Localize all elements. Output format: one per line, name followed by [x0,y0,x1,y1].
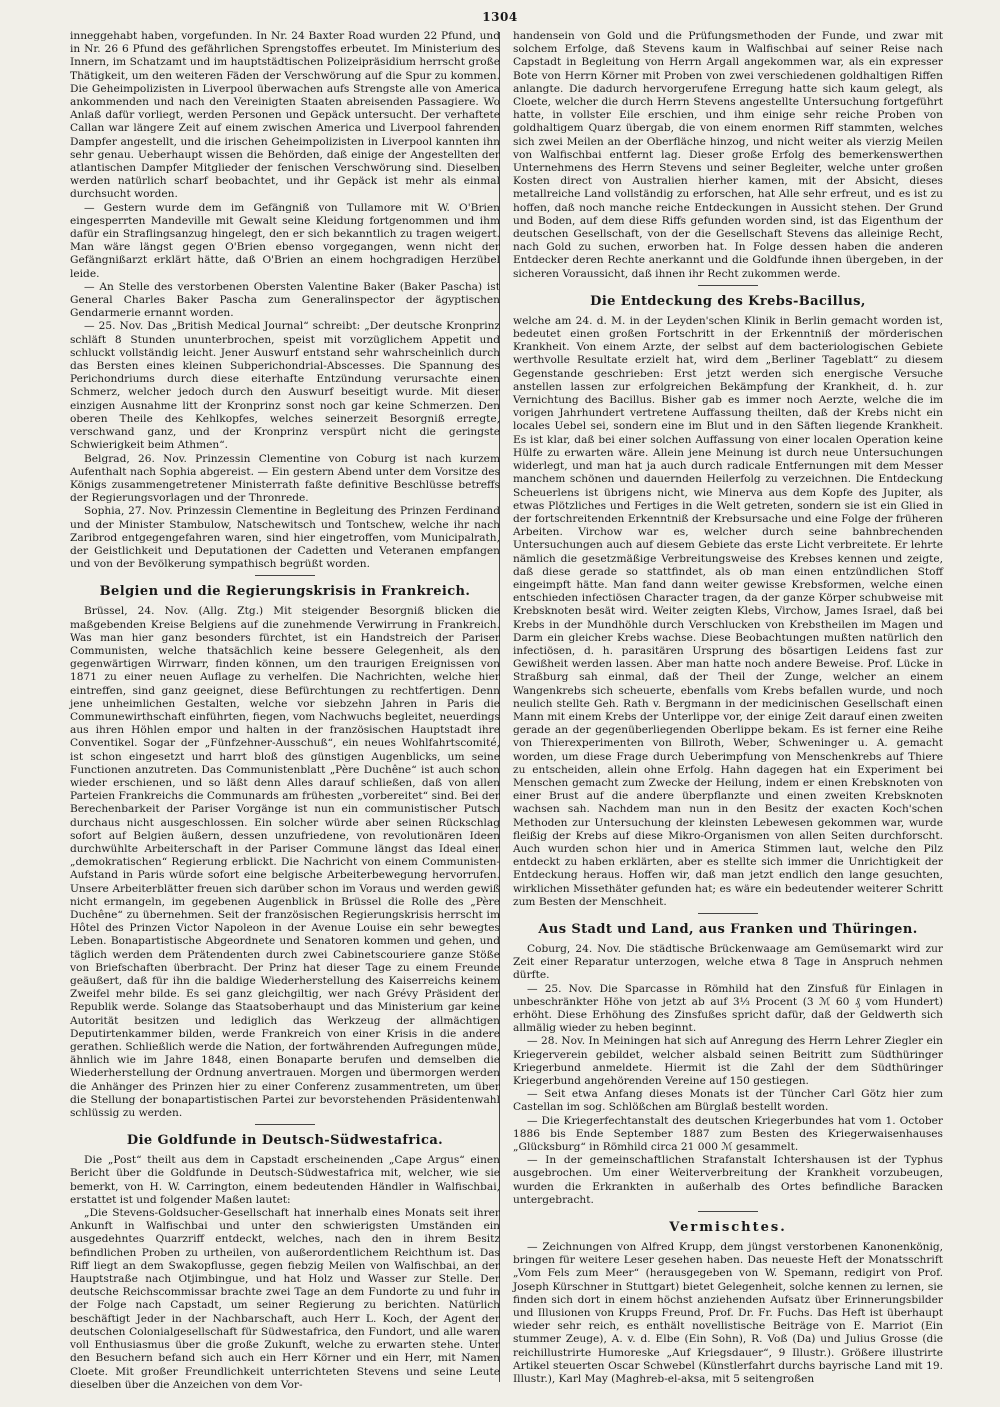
section-rule [255,1124,315,1125]
article-paragraph: inneggehabt haben, vorgefunden. In Nr. 24 Baxter Road wurden 22 Pfund, und in Nr. 26 6 Pfund des gefährlichen Sprengstoffes erbeutet. Im Ministerium des Innern, im Schatzamt und im hauptstädtischen Polizeipräsidium herrscht große Thätigkeit, um den weiteren Fäden der Verschwörung auf die Spur zu kommen. Die Geheimpolizisten in Liverpool überwachen aufs Strengste alle von America ankommenden und nach den Vereinigten Staaten abreisenden Passagiere. Wo Anlaß dafür vorliegt, werden Personen und Gepäck untersucht. Der verhaftete Callan war längere Zeit auf einem zwischen America und Liverpool fahrenden Dampfer angestellt, und die irischen Geheimpolizisten in Liverpool kannten ihn sehr genau. Ueberhaupt wissen die Behörden, daß einige der Angestellten der atlantischen Dampfer Mitglieder der fenischen Verschwörung sind. Dieselben werden natürlich scharf beobachtet, und ihr Gepäck ist mehr als einmal durchsucht worden. [70,30,500,201]
article-paragraph: welche am 24. d. M. in der Leyden'schen Klinik in Berlin gemacht worden ist, bedeutet einen großen Fortschritt in der Erkenntniß der mörderischen Krankheit. Von einem Arzte, der selbst auf dem bacteriologischen Gebiete werthvolle Resultate erzielt hat, wird dem „Berliner Tageblatt“ zu diesem Gegenstande geschrieben: Erst jetzt werden sich energische Versuche anstellen lassen zur erfolgreichen Bekämpfung der Krankheit, d. h. zur Vernichtung des Bacillus. Bisher gab es immer noch Aerzte, welche die im vorigen Jahrhundert vertretene Auffassung theilten, daß der Krebs nicht ein locales Uebel sei, sondern eine im Blut und in den Säften liegende Krankheit. Es ist klar, daß bei einer solchen Auffassung von einer localen Operation keine Hülfe zu erwarten wäre. Allein jene Meinung ist durch neue Untersuchungen widerlegt, und man hat ja auch durch radicale Entfernungen mit dem Messer manchem schönen und dauernden Heilerfolg zu verzeichnen. Die Entdeckung Scheuerlens ist übrigens nicht, wie Minerva aus dem Kopfe des Jupiter, als etwas Plötzliches und Fertiges in die Welt getreten, sondern sie ist ein Glied in der fortschreitenden Erkenntniß der Krebsursache und eine Folge der früheren Arbeiten. Virchow war es, welcher durch seine bahnbrechenden Untersuchungen auch auf diesem Gebiete das erste Licht verbreitete. Er lehrte nämlich die gesetzmäßige Verbreitungsweise des Krebses kennen und zeigte, daß diese gerade so stattfindet, als ob man einen entzündlichen Stoff eingeimpft hätte. Man fand dann weiter gewisse Krebsformen, welche einen entschieden infectiösen Character tragen, da der ganze Körper schubweise mit Krebsknoten besät wird. Weiter zeigten Klebs, Virchow, James Israel, daß bei Krebs in der Mundhöhle durch Verschlucken von Krebstheilen im Magen und Darm ein gleicher Krebs wachse. Diese Beobachtungen mußten natürlich den infectiösen, d. h. parasitären Ursprung des bösartigen Leidens fast zur Gewißheit werden lassen. Aber man hatte noch andere Beweise. Prof. Lücke in Straßburg sah einmal, daß der Theil der Zunge, welcher an einem Wangenkrebs sich scheuerte, ebenfalls vom Krebs befallen wurde, und noch neulich stellte Geh. Rath v. Bergmann in der medicinischen Gesellschaft einen Mann mit einem Krebs der Unterlippe vor, der einige Zeit darauf einen zweiten gerade an der gegenüberliegenden Oberlippe bekam. Es ist ferner eine Reihe von Thierexperimenten von Billroth, Weber, Schweninger u. A. gemacht worden, um diese Frage durch Ueberimpfung von Menschenkrebs auf Thiere zu entscheiden, allein ohne Erfolg. Hahn dagegen hat ein Experiment bei Menschen gemacht zum Zwecke der Heilung, indem er einen Krebsknoten von einer Brust auf die andere überpflanzte und einen zweiten Krebsknoten wachsen sah. Nachdem man nun in den Besitz der exacten Koch'schen Methoden zur Untersuchung der kleinsten Lebewesen gekommen war, wurde fleißig der Krebs auf diese Mikro-Organismen von allen Seiten durchforscht. Auch wurden schon hier und in America Stimmen laut, welche den Pilz entdeckt zu haben erklärten, aber es stellte sich immer die Unrichtigkeit der Entdeckung heraus. Hoffen wir, daß man jetzt endlich den lange gesuchten, wirklichen Missethäter gefunden hat; es wäre ein bedeutender weiterer Schritt zum Besten der Menschheit. [513,314,943,908]
article-paragraph: Die „Post“ theilt aus dem in Capstadt erscheinenden „Cape Argus“ einen Bericht über die Goldfunde in Deutsch-Südwestafrica mit, welcher, wie sie bemerkt, von H. W. Carrington, einem bedeutenden Händler in Walfischbai, erstattet ist und folgender Maßen lautet: [70,1154,500,1206]
article-paragraph: Brüssel, 24. Nov. (Allg. Ztg.) Mit steigender Besorgniß blicken die maßgebenden Kreise Belgiens auf die zunehmende Verwirrung in Frankreich. Was man hier ganz besonders fürchtet, ist ein Handstreich der Pariser Communisten, welche thatsächlich keine bessere Gelegenheit, als den gegenwärtigen Wirrwarr, finden können, um den traurigen Ereignissen von 1871 zu einer neuen Auflage zu verhelfen. Die Nachrichten, welche hier eintreffen, sind ganz geeignet, diese Befürchtungen zu rechtfertigen. Denn jene unheimlichen Gestalten, welche vor siebzehn Jahren in Paris die Communewirthschaft einführten, fiegen, vom Nachwuchs begleitet, neuerdings aus ihren Höhlen empor und halten in der französischen Hauptstadt ihre Conventikel. Sogar der „Fünfzehner-Ausschuß“, ein neues Wohlfahrtscomité, ist schon eingesetzt und harrt bloß des günstigen Augenblicks, um seine Functionen anzutreten. Das Communistenblatt „Père Duchêne“ ist auch schon wieder erschienen, und so läßt denn Alles darauf schließen, daß von allen Parteien Frankreichs die Communards am frühesten „vorbereitet“ sind. Bei der Berechenbarkeit der Pariser Vorgänge ist nun ein communistischer Putsch durchaus nicht ausgeschlossen. Ein solcher würde aber seinen Rückschlag sofort auf Belgien äußern, dessen unzufriedene, von revolutionären Ideen durchwühlte Arbeiterschaft in der Pariser Commune längst das Ideal einer „demokratischen“ Regierung erblickt. Die Nachricht von einem Communisten-Aufstand in Paris würde sofort eine belgische Arbeiterbewegung hervorrufen. Unsere Arbeiterblätter freuen sich darüber schon im Voraus und werden gewiß nicht ermangeln, im gegebenen Augenblick in Brüssel die Rolle des „Père Duchêne“ zu übernehmen. Seit der französischen Regierungskrisis herrscht im Hôtel des Prinzen Victor Napoleon in der Avenue Louise ein sehr bewegtes Leben. Bonapartistische Abgeordnete und Senatoren kommen und gehen, und täglich werden dem Prätendenten durch zwei Cabinetscouriere ganze Stöße von Briefschaften überbracht. Der Prinz hat dieser Tage zu einem Freunde geäußert, daß für ihn die baldige Wiederherstellung des Kaiserreichs keinem Zweifel mehr bilde. Es sei ganz gleichgiltig, wer nach Grévy Präsident der Republik werde. Solange das Staatsoberhaupt und das Ministerium gar keine Autorität besitzen und lediglich das Werkzeug der allmächtigen Deputirtenkammer bilden, werde Frankreich von einer Krisis in die andere gerathen. Schließlich werde die Nation, der fortwährenden Aufregungen müde, ähnlich wie im Jahre 1848, einen Bonaparte berufen und demselben die Wiederherstellung der Ordnung anvertrauen. Morgen und übermorgen werden die Anhänger des Prinzen hier zu einer Conferenz zusammentreten, um über die Stellung der bonapartistischen Partei zur bevorstehenden Präsidentenwahl schlüssig zu werden. [70,605,500,1120]
section-rule [698,913,758,914]
article-paragraph: Coburg, 24. Nov. Die städtische Brückenwaage am Gemüsemarkt wird zur Zeit einer Reparatur unterzogen, welche etwa 8 Tage in Anspruch nehmen dürfte. [513,943,943,982]
article-paragraph: Belgrad, 26. Nov. Prinzessin Clementine von Coburg ist nach kurzem Aufenthalt nach Sophia abgereist. — Ein gestern Abend unter dem Vorsitze des Königs zusammengetretener Ministerrath faßte definitive Beschlüsse betreffs der Regierungsvorlagen und der Thronrede. [70,452,500,505]
section-heading-belgien: Belgien und die Regierungskrisis in Frankreich. [99,584,471,600]
left-column [70,30,500,1392]
article-paragraph: — 28. Nov. In Meiningen hat sich auf Anregung des Herrn Lehrer Ziegler ein Kriegerverein gebildet, welcher alsbald seinen Beitritt zum Südthüringer Kriegerbund anmeldete. Hiermit ist die Zahl der dem Südthüringer Kriegerbund angehörenden Vereine auf 150 gestiegen. [513,1035,943,1088]
section-rule [255,575,315,576]
page-number: 1304 [482,10,518,24]
article-paragraph: Sophia, 27. Nov. Prinzessin Clementine in Begleitung des Prinzen Ferdinand und der Minister Stambulow, Natschewitsch und Tontschew, welche ihr nach Zaribrod entgegengefahren waren, sind hier eingetroffen, vom Municipalrath, der Geistlichkeit und Deputationen der Cadetten und Veteranen empfangen und von der Bevölkerung sympathisch begrüßt worden. [70,505,500,571]
article-paragraph: — An Stelle des verstorbenen Obersten Valentine Baker (Baker Pascha) ist General Charles Baker Pascha zum Generalinspector der ägyptischen Gendarmerie ernannt worden. [70,280,500,320]
section-heading-stadt: Aus Stadt und Land, aus Franken und Thüringen. [538,922,918,937]
article-paragraph: — Zeichnungen von Alfred Krupp, dem jüngst verstorbenen Kanonenkönig, bringen für weitere Leser gesehen haben. Das neueste Heft der Monatsschrift „Vom Fels zum Meer“ (herausgegeben von W. Spemann, redigirt von Prof. Joseph Kürschner in Stuttgart) bietet Gelegenheit, solche kennen zu lernen, sie finden sich dort in einem höchst anziehenden Aufsatz über Erinnerungsbilder und Illusionen von Krupps Freund, Prof. Dr. Fr. Fuchs. Das Heft ist überhaupt wieder sehr reich, es enthält novellistische Beiträge von E. Marriot (Ein stummer Zeuge), A. v. d. Elbe (Ein Sohn), R. Voß (Da) und Julius Grosse (die reichillustrirte Humoreske „Auf Kriegsdauer“, 9 Illustr.). Größere illustrirte Artikel steuerten Oscar Schwebel (Künstlerfahrt durchs bayrische Land mit 19. Illustr.), Karl May (Maghreb-el-aksa, mit 5 seitengroßen [513,1241,943,1386]
section-heading-goldfunde: Die Goldfunde in Deutsch-Südwestafrica. [126,1133,444,1149]
right-column [513,30,943,1386]
section-rule [698,1211,758,1212]
article-paragraph: — Die Kriegerfechtanstalt des deutschen Kriegerbundes hat vom 1. October 1886 bis Ende September 1887 zum Besten des Kriegerwaisenhauses „Glücksburg“ in Römhild circa 21 000 ℳ gesammelt. [513,1114,943,1154]
article-paragraph: — 25. Nov. Das „British Medical Journal“ schreibt: „Der deutsche Kronprinz schläft 8 Stunden ununterbrochen, speist mit vorzüglichem Appetit und schluckt vollständig leicht. Jener Auswurf entstand sehr wahrscheinlich durch das Bersten eines kleinen Subperichondrial-Abscesses. Die Spannung des Perichondriums durch diese eiterhafte Entzündung verursachte einen Schmerz, welcher jedoch durch den Auswurf beseitigt wurde. Mit dieser einzigen Ausnahme litt der Kronprinz sonst noch gar keine Schmerzen. Den oberen Theile des Kehlkopfes, welches seinerzeit Besorgniß erregte, verschwand ganz, und der Kronprinz verspürt nicht die geringste Schwierigkeit beim Athmen“. [70,320,500,452]
section-heading-krebs: Die Entdeckung des Krebs-Bacillus, [590,293,866,309]
section-rule [698,285,758,286]
article-paragraph: — Seit etwa Anfang dieses Monats ist der Tüncher Carl Götz hier zum Castellan im sog. Schlößchen am Bürglaß bestellt worden. [513,1088,943,1114]
article-paragraph: „Die Stevens-Goldsucher-Gesellschaft hat innerhalb eines Monats seit ihrer Ankunft in Walfischbai und unter den schwierigsten Umständen ein ausgedehntes Quarzriff entdeckt, welches, nach den in ihrem Besitz befindlichen Proben zu urtheilen, von außerordentlichem Reichthum ist. Das Riff liegt an dem Swakopflusse, gegen fiebzig Meilen von Walfischbai, an der Hauptstraße nach Otjimbingue, und hat Holz und Wasser zur Stelle. Der deutsche Reichscommissar brachte zwei Tage an dem Fundorte zu und fuhr in der Folge nach Capstadt, um seiner Regierung zu berichten. Natürlich beschäftigt Jeder in der Nachbarschaft, auch Herr L. Koch, der Agent der deutschen Colonialgesellschaft für Südwestafrica, den Fundort, und alle waren voll Enthusiasmus über die große Zukunft, welche zu erwarten stehe. Unter den Besuchern befand sich auch ein Herr Körner und ein Herr, mit Namen Cloete. Mit großer Freundlichkeit unterrichteten Stevens und seine Leute dieselben über die Anzeichen von dem Vor- [70,1207,500,1391]
article-paragraph: — Gestern wurde dem im Gefängniß von Tullamore mit W. O'Brien eingesperrten Mandeville mit Gewalt seine Kleidung fortgenommen und ihm dafür ein Straflingsanzug hingelegt, den er sich bekanntlich zu tragen weigert. Man wäre längst gegen O'Brien ebenso vorgegangen, wenn nicht der Gefängnißarzt erklärt hätte, daß O'Brien an einem hochgradigen Herzübel leide. [70,201,500,280]
article-paragraph: — In der gemeinschaftlichen Strafanstalt Ichtershausen ist der Typhus ausgebrochen. Um einer Weiterverbreitung der Krankheit vorzubeugen, wurden die Erkrankten in außerhalb des Ortes befindliche Baracken untergebracht. [513,1154,943,1206]
section-heading-vermischtes: Vermischtes. [669,1220,787,1236]
article-paragraph: handensein von Gold und die Prüfungsmethoden der Funde, und zwar mit solchem Erfolge, daß Stevens kaum in Walfischbai auf seiner Reise nach Capstadt in Begleitung von Herrn Argall angekommen war, als ein expresser Bote von Herrn Körner mit Proben von zwei verschiedenen goldhaltigen Riffen anlangte. Die dadurch hervorgerufene Erregung hatte sich kaum gelegt, als Cloete, welcher die durch Herrn Stevens angestellte Untersuchung fortgeführt hatte, in vollster Eile erschien, und ihm einige sehr reiche Proben von goldhaltigem Quarz übergab, die von einem enormen Riff stammten, welches sich zwei Meilen an der Oberfläche hinzog, und nicht weiter als vierzig Meilen von Walfischbai entfernt lag. Dieser große Erfolg des bemerkenswerthen Unternehmens des Herrn Stevens und seiner Begleiter, welche unter großen Kosten direct von Australien hierher kamen, mit der Absicht, dieses metallreiche Land vollständig zu erforschen, hat Alle sehr erfreut, und es ist zu hoffen, daß noch manche reiche Entdeckungen in Aussicht stehen. Der Grund und Boden, auf dem diese Riffs gefunden worden sind, ist das Eigenthum der deutschen Gesellschaft, von der die Gesellschaft Stevens das alleinige Recht, nach Gold zu suchen, erworben hat. In Folge dessen haben die anderen Entdecker deren Rechte anerkannt und die Goldfunde ihnen übergeben, in der sicheren Voraussicht, daß ihnen ihr Recht zukommen werde. [513,30,943,280]
article-paragraph: — 25. Nov. Die Sparcasse in Römhild hat den Zinsfuß für Einlagen in unbeschränkter Höhe von jetzt ab auf 3⅓ Procent (3 ℳ 60 ₰ vom Hundert) erhöht. Diese Erhöhung des Zinsfußes spricht dafür, daß der Geldwerth sich allmälig wieder zu heben beginnt. [513,982,943,1035]
